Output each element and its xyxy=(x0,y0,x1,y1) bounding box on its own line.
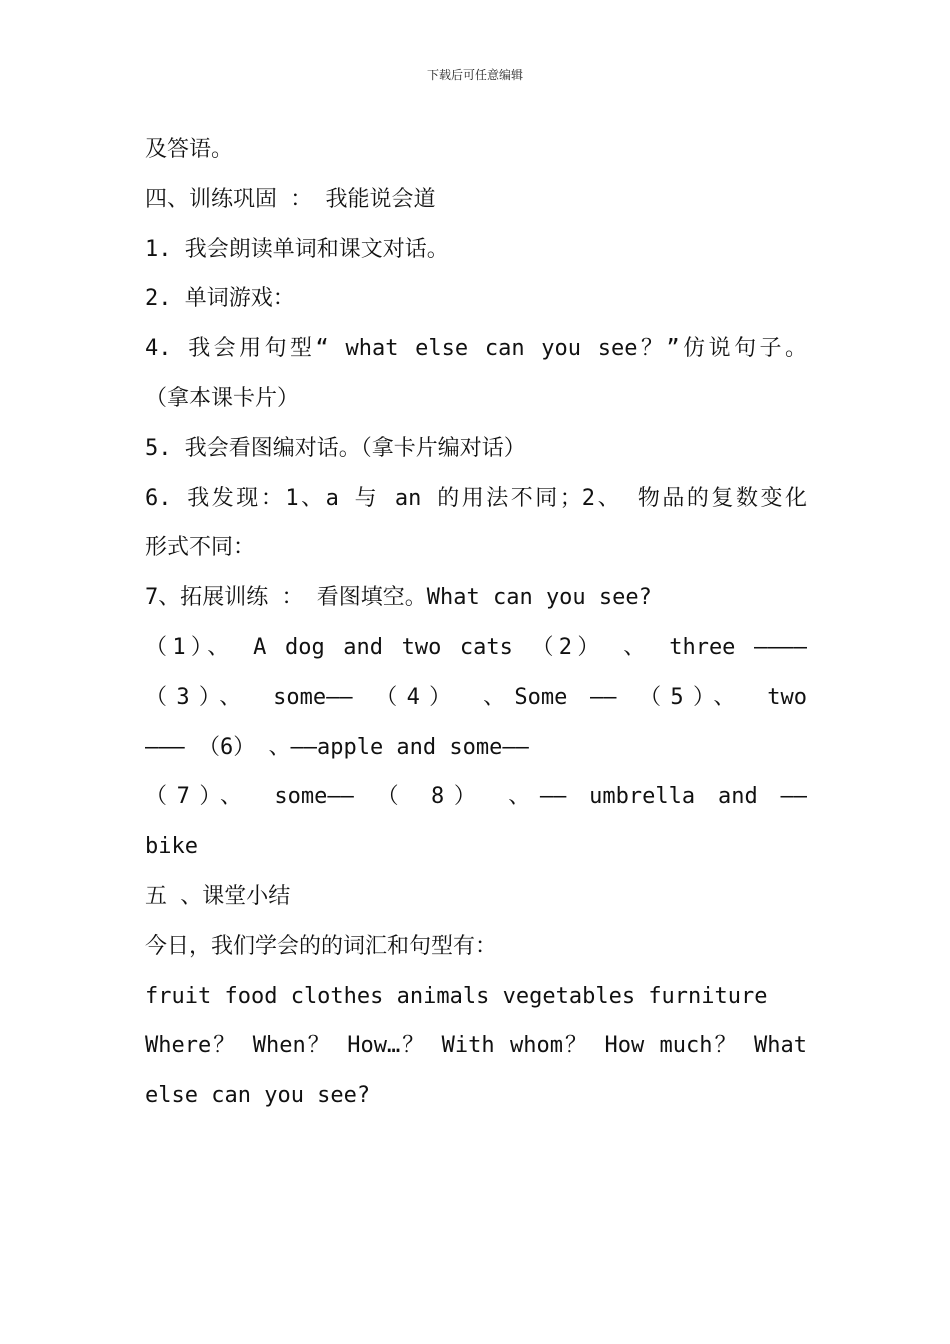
text-line-17: 今日，我们学会的的词汇和句型有： xyxy=(145,933,498,959)
page-header: 下载后可任意编辑 xyxy=(426,68,523,82)
text-line-3: 1. 我会朗读单词和课文对话。 xyxy=(145,236,449,262)
fill-blank-line-4: （7）、 some—— （ 8） 、—— umbrella and —— xyxy=(145,784,807,810)
section-heading-practice: 四、训练巩固 ： 我能说会道 xyxy=(145,186,436,212)
document-body xyxy=(145,125,807,1121)
section-heading-summary: 五 、课堂小结 xyxy=(145,883,291,909)
text-line-4: 2. 单词游戏： xyxy=(145,286,295,312)
text-line-6: （拿本课卡片） xyxy=(145,385,300,411)
vocabulary-line: fruit food clothes animals vegetables furniture xyxy=(145,983,768,1009)
text-line-1: 及答语。 xyxy=(145,137,234,162)
fill-blank-line-3: ——— （6） 、——apple and some—— xyxy=(145,734,529,760)
text-line-10: 7、拓展训练 ： 看图填空。What can you see? xyxy=(145,585,652,611)
text-line-5: 4. 我会用句型“ what else can you see？”仿说句子。 xyxy=(145,336,807,362)
text-line-9: 形式不同： xyxy=(145,535,256,561)
sentence-patterns-line-1: Where？ When？ How…？ With whom？ How much？ What xyxy=(145,1033,807,1059)
fill-blank-line-1: （1）、 A dog and two cats （2） 、 three ———— xyxy=(145,634,807,660)
fill-blank-line-5: bike xyxy=(145,834,198,860)
text-line-8: 6. 我发现：1、a 与 an 的用法不同；2、 物品的复数变化 xyxy=(145,485,807,511)
fill-blank-line-2: （3）、 some—— （4） 、Some —— （5）、 two xyxy=(145,684,807,710)
text-line-7: 5. 我会看图编对话。（拿卡片编对话） xyxy=(145,435,526,461)
sentence-patterns-line-2: else can you see? xyxy=(145,1083,371,1109)
